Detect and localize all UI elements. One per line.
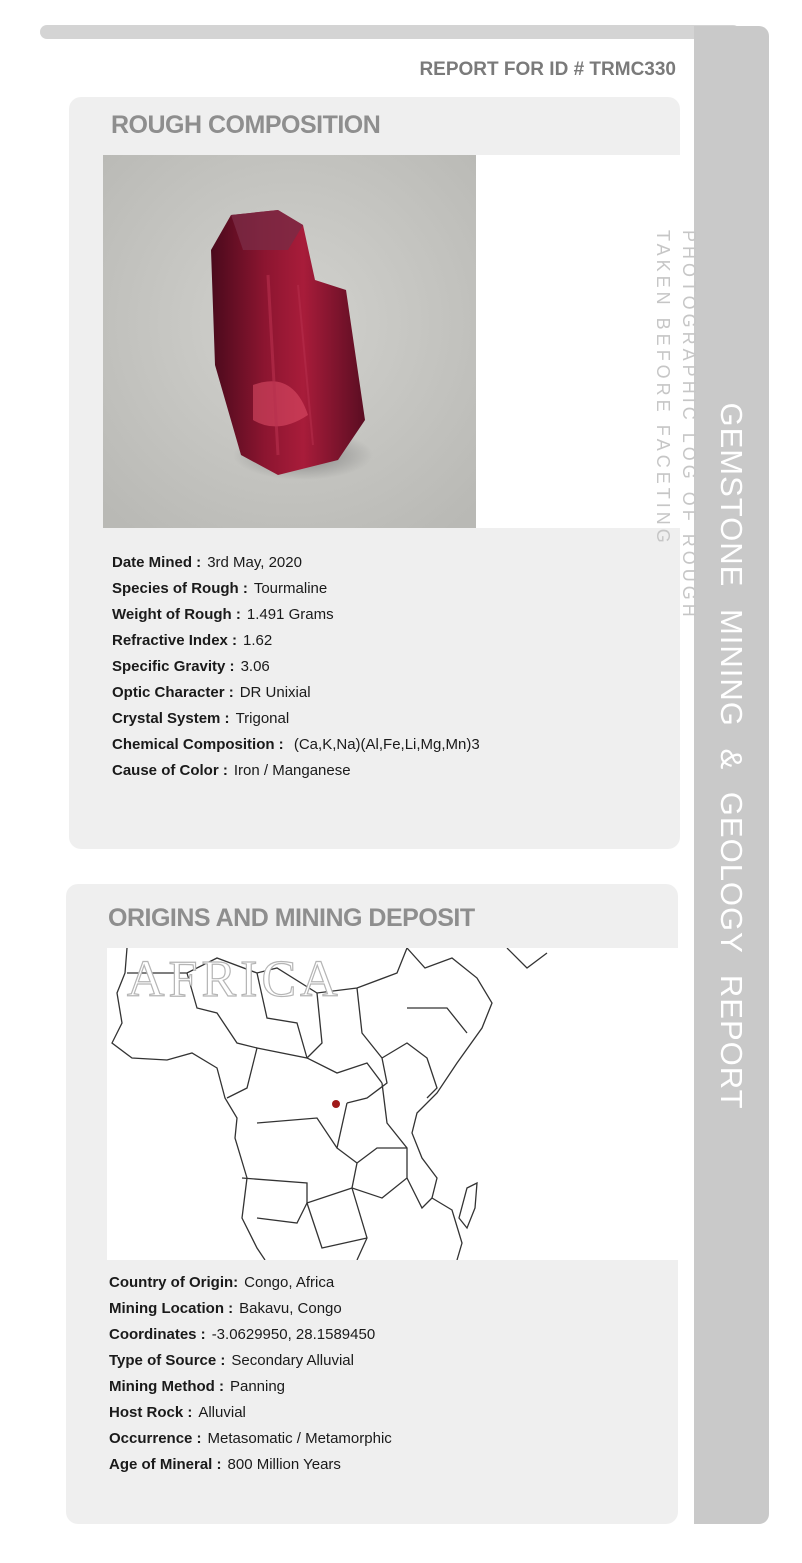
photo-caption-line-2: TAKEN BEFORE FACETING: [653, 230, 673, 547]
detail-optic-character: Optic Character : DR Unixial: [112, 684, 311, 701]
rough-composition-title: ROUGH COMPOSITION: [111, 111, 381, 139]
africa-map-svg: [107, 948, 678, 1260]
detail-occurrence: Occurrence : Metasomatic / Metamorphic: [109, 1430, 392, 1447]
map-region-label: AFRICA: [127, 951, 342, 1008]
detail-weight: Weight of Rough : 1.491 Grams: [112, 606, 334, 623]
detail-chemical-composition: Chemical Composition : (Ca,K,Na)(Al,Fe,Li,Mg,Mn)3: [112, 736, 480, 753]
detail-type-of-source: Type of Source : Secondary Alluvial: [109, 1352, 354, 1369]
rough-composition-card: [69, 97, 699, 849]
origins-card: [66, 884, 678, 1524]
detail-refractive-index: Refractive Index : 1.62: [112, 632, 273, 649]
rough-gemstone-photo: [103, 155, 476, 528]
origins-title: ORIGINS AND MINING DEPOSIT: [108, 904, 475, 932]
detail-coordinates: Coordinates : -3.0629950, 28.1589450: [109, 1326, 376, 1343]
detail-cause-of-color: Cause of Color : Iron / Manganese: [112, 762, 351, 779]
side-report-title: GEMSTONE MINING & GEOLOGY REPORT: [714, 402, 749, 1110]
origin-details-list: [109, 1274, 392, 1482]
detail-mining-location: Mining Location : Bakavu, Congo: [109, 1300, 342, 1317]
detail-specific-gravity: Specific Gravity : 3.06: [112, 658, 270, 675]
detail-mining-method: Mining Method : Panning: [109, 1378, 286, 1395]
detail-country-of-origin: Country of Origin: Congo, Africa: [109, 1274, 335, 1291]
detail-age-of-mineral: Age of Mineral : 800 Million Years: [109, 1456, 341, 1473]
photo-caption-line-1: PHOTOGRAPHIC LOG OF ROUGH: [679, 230, 699, 621]
detail-species: Species of Rough : Tourmaline: [112, 580, 328, 597]
rough-details-list: [112, 554, 480, 788]
africa-map: [107, 948, 678, 1260]
top-divider-bar: [40, 25, 740, 39]
detail-crystal-system: Crystal System : Trigonal: [112, 710, 290, 727]
detail-host-rock: Host Rock : Alluvial: [109, 1404, 246, 1421]
tourmaline-crystal-image: [103, 155, 476, 528]
detail-date-mined: Date Mined : 3rd May, 2020: [112, 554, 302, 571]
mining-location-marker: [332, 1100, 340, 1108]
report-id-heading: REPORT FOR ID # TRMC330: [419, 59, 676, 80]
